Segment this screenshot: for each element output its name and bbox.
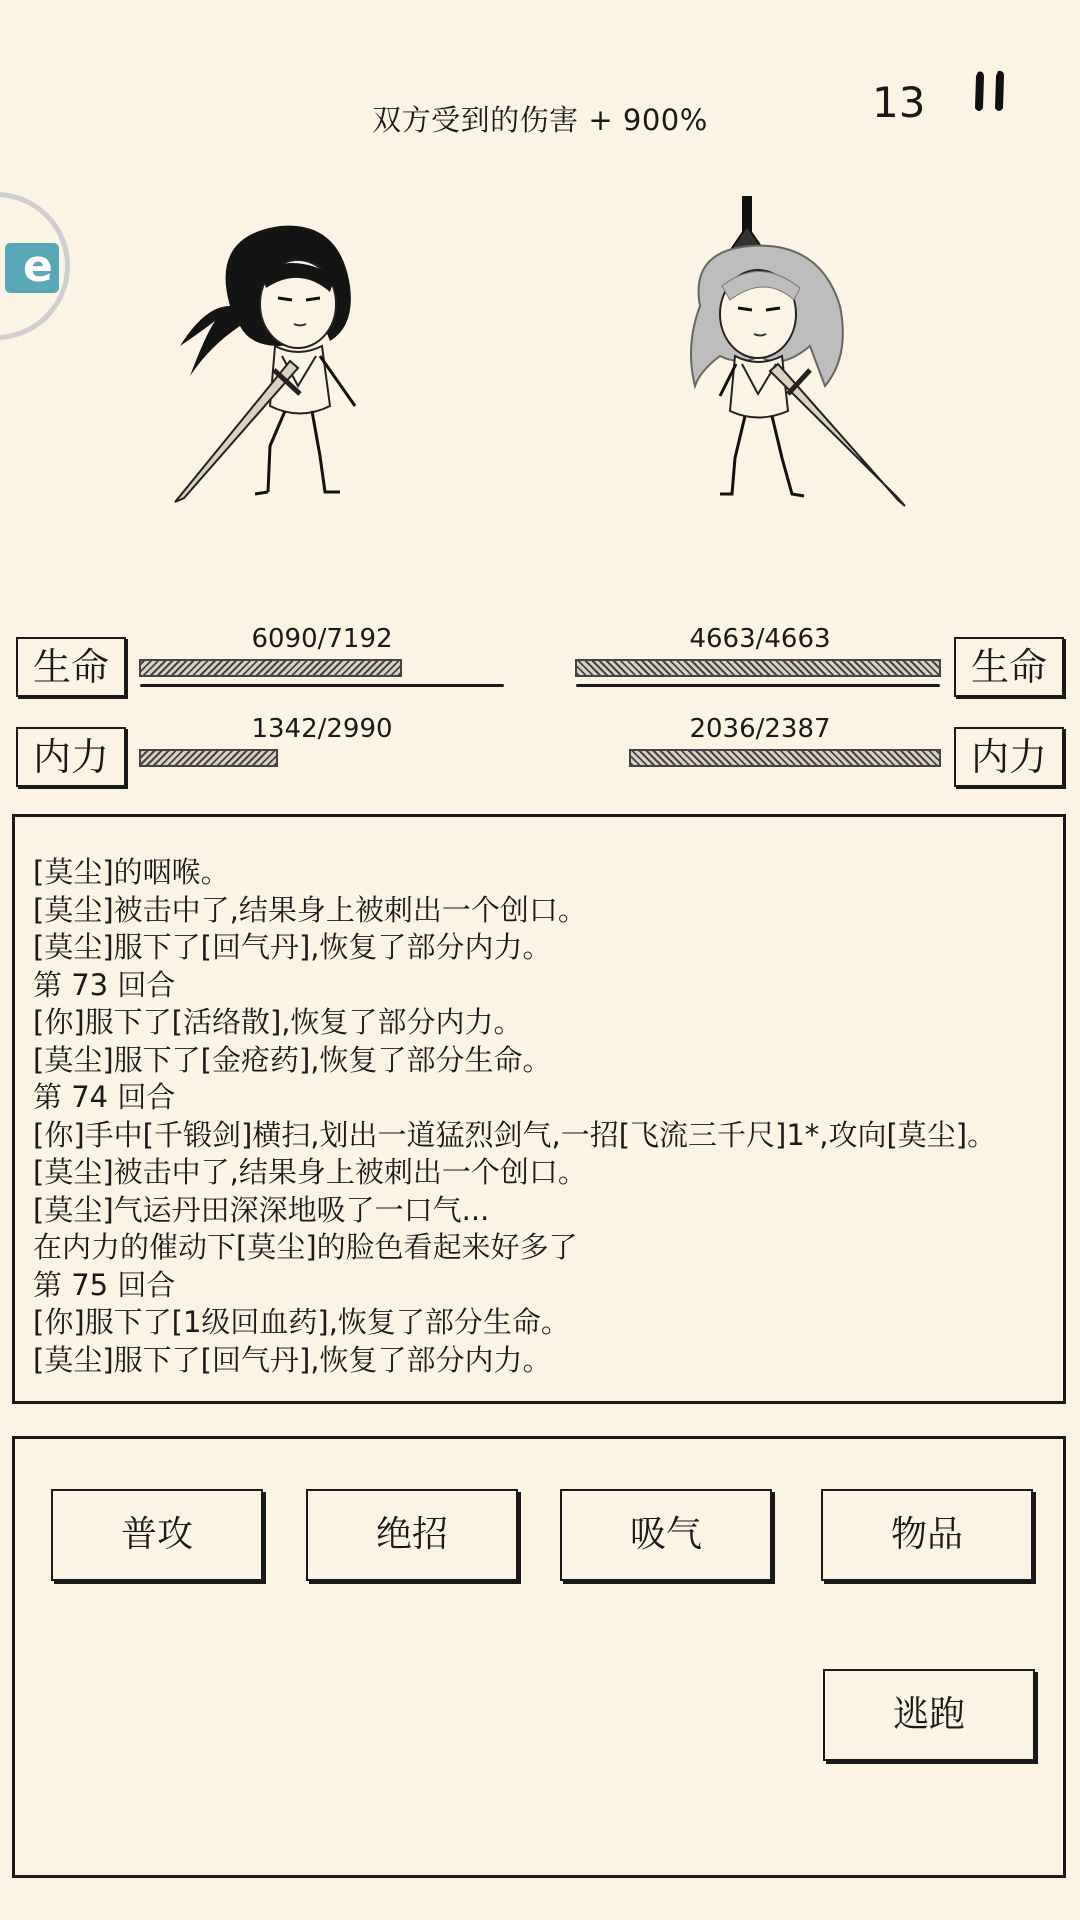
log-line: [莫尘]服下了[金疮药],恢复了部分生命。: [33, 1042, 552, 1077]
enemy-hp-label: 生命: [954, 637, 1064, 697]
log-line: 第 75 回合: [33, 1267, 176, 1302]
player-mp-bar: [139, 749, 449, 767]
side-floating-button[interactable]: e: [0, 192, 70, 340]
player-hp-label: 生命: [16, 637, 126, 697]
log-line: [莫尘]服下了[回气丹],恢复了部分内力。: [33, 1342, 552, 1377]
log-line: [莫尘]被击中了,结果身上被刺出一个创口。: [33, 892, 587, 927]
pause-icon: [970, 68, 1014, 116]
enemy-hp-bar: [575, 659, 941, 677]
player-hp-baseline: [140, 684, 504, 687]
items-button[interactable]: 物品: [821, 1489, 1033, 1581]
special-move-button[interactable]: 绝招: [306, 1489, 518, 1581]
player-hp-fill: [139, 659, 402, 677]
enemy-character: [660, 196, 920, 516]
pause-button[interactable]: [970, 68, 1014, 116]
enemy-mp-bar: [575, 749, 941, 767]
enemy-mp-label: 内力: [954, 727, 1064, 787]
log-line: [莫尘]气运丹田深深地吸了一口气...: [33, 1192, 490, 1227]
player-hp-bar: [139, 659, 449, 677]
player-mp-fill: [139, 749, 278, 767]
log-line: [你]服下了[1级回血药],恢复了部分生命。: [33, 1305, 570, 1339]
enemy-mp-fill: [629, 749, 941, 767]
log-line: 第 74 回合: [33, 1080, 176, 1114]
action-panel: [12, 1436, 1066, 1878]
battle-log-lines: [33, 854, 1023, 1379]
log-line: [莫尘]被击中了,结果身上被刺出一个创口。: [33, 1155, 587, 1189]
attack-button[interactable]: 普攻: [51, 1489, 263, 1581]
player-hp-value: 6090/7192: [251, 624, 393, 654]
turn-timer: 13: [872, 78, 926, 127]
player-mp-label: 内力: [16, 727, 126, 787]
log-line: 第 73 回合: [33, 967, 176, 1002]
enemy-hp-value: 4663/4663: [689, 624, 831, 654]
log-line: [你]服下了[活络散],恢复了部分内力。: [33, 1005, 523, 1039]
log-line: 在内力的催动下[莫尘]的脸色看起来好多了: [33, 1230, 578, 1264]
player-character: [170, 196, 430, 516]
breathe-button[interactable]: 吸气: [560, 1489, 772, 1581]
flee-button[interactable]: 逃跑: [823, 1669, 1035, 1761]
log-line: [你]手中[千锻剑]横扫,划出一道猛烈剑气,一招[飞流三千尺]1*,攻向[莫尘]。: [33, 1117, 997, 1152]
battle-log[interactable]: [12, 814, 1066, 1404]
log-line: [莫尘]服下了[回气丹],恢复了部分内力。: [33, 930, 552, 964]
player-mp-value: 1342/2990: [251, 714, 393, 744]
enemy-mp-value: 2036/2387: [689, 714, 831, 744]
damage-modifier-text: 双方受到的伤害 + 900%: [372, 103, 708, 137]
log-line: [莫尘]的咽喉。: [33, 855, 230, 889]
enemy-hp-fill: [575, 659, 941, 677]
enemy-hp-baseline: [576, 684, 940, 687]
